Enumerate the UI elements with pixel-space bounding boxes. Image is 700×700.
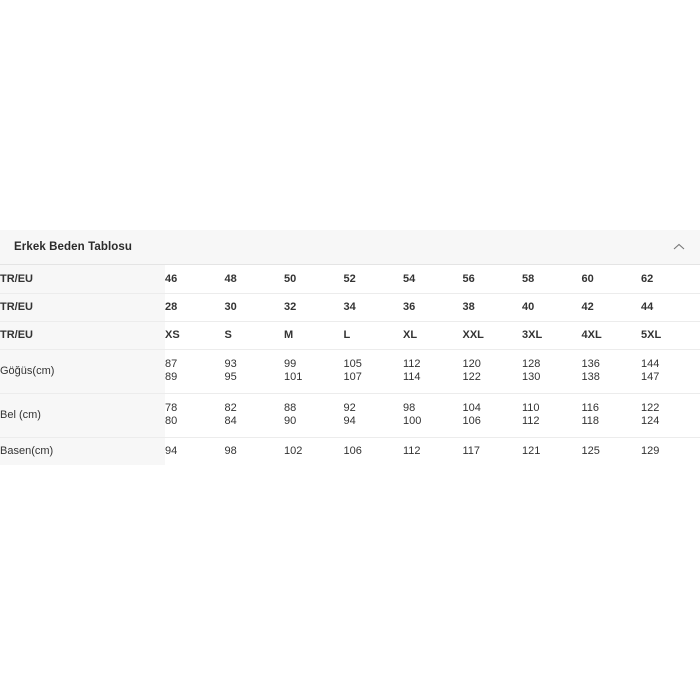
- table-cell: [284, 349, 344, 393]
- table-cell: 117: [463, 437, 523, 465]
- row-label: Basen(cm): [0, 437, 165, 465]
- table-cell: M: [284, 321, 344, 349]
- table-cell: 48: [225, 265, 285, 293]
- table-row: [0, 393, 700, 437]
- table-cell: 121: [522, 437, 582, 465]
- cell-bottom: 94: [343, 415, 356, 427]
- cell-bottom: 114: [403, 371, 421, 383]
- cell-top: 78: [165, 402, 178, 414]
- row-label: TR/EU: [0, 293, 165, 321]
- cell-bottom: 106: [462, 415, 481, 427]
- chevron-up-icon[interactable]: [672, 240, 686, 254]
- table-cell: [403, 393, 463, 437]
- table-cell: 106: [344, 437, 404, 465]
- row-label: TR/EU: [0, 321, 165, 349]
- cell-bottom: 138: [581, 371, 600, 383]
- table-cell: 98: [225, 437, 285, 465]
- table-cell: 40: [522, 293, 582, 321]
- cell-bottom: 147: [641, 371, 660, 383]
- cell-top: 87: [165, 358, 178, 370]
- table-cell: 94: [165, 437, 225, 465]
- cell-top: 104: [462, 402, 481, 414]
- cell-bottom: 130: [522, 371, 541, 383]
- cell-bottom: 84: [224, 415, 237, 427]
- table-cell: [463, 393, 523, 437]
- table-cell: 28: [165, 293, 225, 321]
- cell-bottom: 107: [343, 371, 362, 383]
- table-cell: 62: [641, 265, 700, 293]
- table-cell: 50: [284, 265, 344, 293]
- cell-top: 128: [522, 358, 541, 370]
- cell-bottom: 95: [224, 371, 237, 383]
- table-cell: 3XL: [522, 321, 582, 349]
- table-cell: 60: [582, 265, 642, 293]
- table-cell: 46: [165, 265, 225, 293]
- table-cell: [165, 349, 225, 393]
- table-cell: XXL: [463, 321, 523, 349]
- cell-top: 122: [641, 402, 660, 414]
- table-cell: S: [225, 321, 285, 349]
- page-title: Erkek Beden Tablosu: [14, 241, 133, 253]
- table-cell: L: [344, 321, 404, 349]
- cell-top: 99: [284, 358, 297, 370]
- table-cell: 34: [344, 293, 404, 321]
- table-cell: 129: [641, 437, 700, 465]
- cell-top: 116: [581, 402, 600, 414]
- table-cell: [582, 349, 642, 393]
- table-cell: 32: [284, 293, 344, 321]
- table-row: [0, 265, 700, 293]
- table-cell: XL: [403, 321, 463, 349]
- table-row: [0, 321, 700, 349]
- table-cell: [225, 349, 285, 393]
- table-cell: [641, 393, 700, 437]
- table-cell: 38: [463, 293, 523, 321]
- cell-top: 88: [284, 402, 297, 414]
- cell-top: 105: [343, 358, 362, 370]
- table-cell: 36: [403, 293, 463, 321]
- cell-bottom: 124: [641, 415, 660, 427]
- cell-bottom: 90: [284, 415, 297, 427]
- table-cell: 30: [225, 293, 285, 321]
- cell-bottom: 122: [462, 371, 481, 383]
- table-cell: 44: [641, 293, 700, 321]
- cell-bottom: 100: [403, 415, 422, 427]
- cell-bottom: 118: [581, 415, 600, 427]
- table-cell: [344, 349, 404, 393]
- table-cell: [582, 393, 642, 437]
- table-cell: 5XL: [641, 321, 700, 349]
- table-cell: 4XL: [582, 321, 642, 349]
- cell-top: 136: [581, 358, 600, 370]
- table-cell: [463, 349, 523, 393]
- cell-top: 110: [522, 402, 540, 414]
- table-cell: [225, 393, 285, 437]
- table-cell: [403, 349, 463, 393]
- table-cell: 42: [582, 293, 642, 321]
- table-cell: XS: [165, 321, 225, 349]
- table-cell: [344, 393, 404, 437]
- table-row: [0, 437, 700, 465]
- cell-bottom: 112: [522, 415, 540, 427]
- table-cell: 112: [403, 437, 463, 465]
- size-table: [0, 265, 700, 465]
- table-cell: 56: [463, 265, 523, 293]
- cell-top: 82: [224, 402, 237, 414]
- table-cell: 125: [582, 437, 642, 465]
- table-cell: [522, 393, 582, 437]
- table-cell: 102: [284, 437, 344, 465]
- table-row: [0, 349, 700, 393]
- cell-top: 98: [403, 402, 416, 414]
- table-cell: [522, 349, 582, 393]
- size-chart-panel: [0, 230, 700, 465]
- cell-top: 120: [462, 358, 481, 370]
- table-cell: [641, 349, 700, 393]
- cell-bottom: 89: [165, 371, 178, 383]
- cell-top: 112: [403, 358, 421, 370]
- table-cell: [284, 393, 344, 437]
- row-label: Göğüs(cm): [0, 349, 165, 393]
- row-label: TR/EU: [0, 265, 165, 293]
- panel-header[interactable]: [0, 230, 700, 265]
- row-label: Bel (cm): [0, 393, 165, 437]
- table-cell: [165, 393, 225, 437]
- cell-top: 144: [641, 358, 660, 370]
- table-cell: 54: [403, 265, 463, 293]
- cell-bottom: 80: [165, 415, 178, 427]
- table-cell: 52: [344, 265, 404, 293]
- table-cell: 58: [522, 265, 582, 293]
- cell-top: 93: [224, 358, 237, 370]
- table-row: [0, 293, 700, 321]
- cell-bottom: 101: [284, 371, 303, 383]
- cell-top: 92: [343, 402, 356, 414]
